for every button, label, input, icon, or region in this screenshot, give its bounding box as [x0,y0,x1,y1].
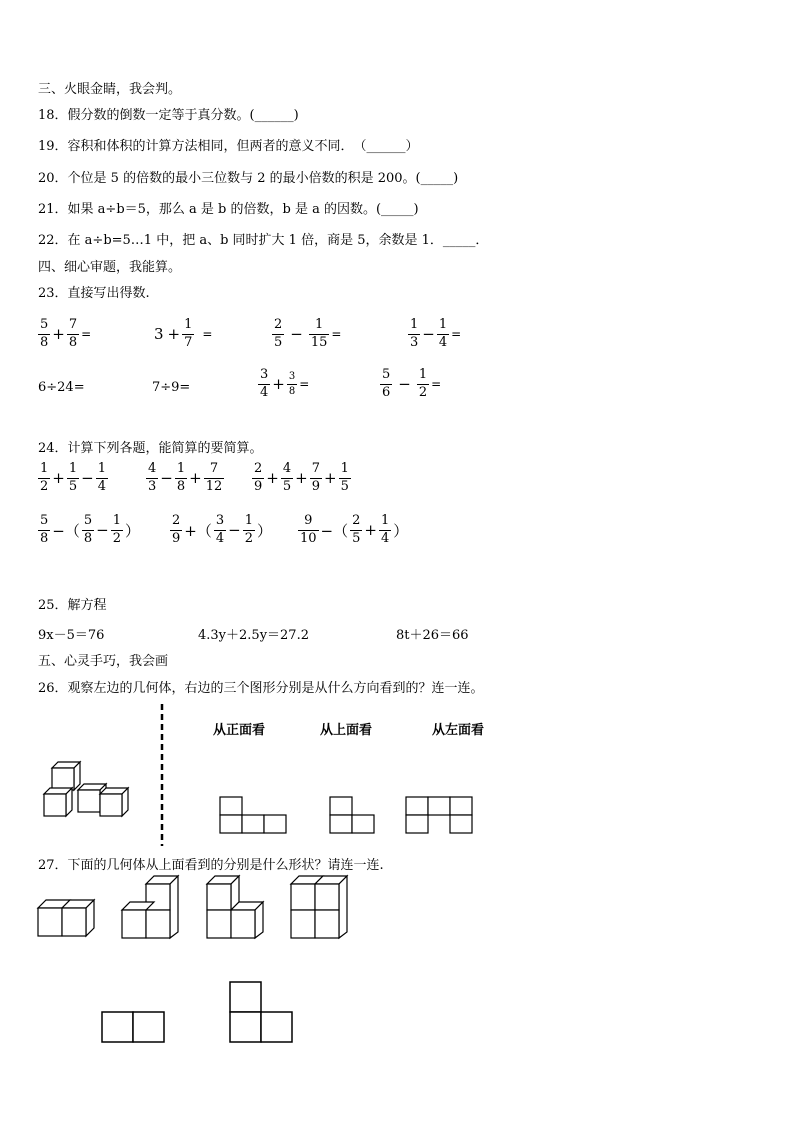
operator: + [364,521,377,540]
q27-top-view-1 [100,1010,168,1046]
view-label-left: 从左面看 [432,723,485,738]
operator: ） [393,521,409,540]
fraction: $\frac{1}{2}$ [40,461,49,494]
fraction: $\frac{7}{9}$ [311,461,320,494]
fraction: $\frac{1}{8}$ [176,461,186,494]
fraction: $\frac{1}{2}$ [244,513,253,546]
view-shape-2 [329,796,379,836]
question-25: 25．解方程 [38,598,107,613]
operator: − [96,521,109,540]
q23-expr-6: 7÷9= [152,380,191,395]
q27-top-view-2 [228,980,296,1046]
operator: + [52,469,65,488]
question-21: 21．如果 a÷b＝5，那么 a 是 b 的倍数，b 是 a 的因数。(_____) [38,202,419,217]
fraction: $\frac{2}{5}$ [352,513,361,546]
operator: − [160,469,173,488]
operator: −（ [52,521,80,540]
fraction: $\frac{2}{9}$ [172,513,181,546]
fraction: $\frac{7}{12}$ [205,461,223,494]
q23-expr-2: 3 + $\frac{1}{7}$ = [154,317,213,350]
q23-expr-7: $\frac{3}{4}$ + $\frac{3}{8}$ = [260,367,310,400]
equation-1: 9x－5＝76 [38,628,105,643]
operator: +（ [184,521,212,540]
fraction: $\frac{1}{2}$ [112,513,121,546]
equation-3: 8t＋26＝66 [396,628,469,643]
fraction: $\frac{4}{5}$ [282,461,292,494]
fraction: $\frac{1}{4}$ [97,461,106,494]
question-19: 19．容积和体积的计算方法相同，但两者的意义不同． （______） [38,139,419,154]
q24-expr-3 [252,462,351,495]
question-20: 20．个位是 5 的倍数的最小三位数与 2 的最小倍数的积是 200。(_____) [38,171,459,186]
section4-title: 四、细心审题，我能算。 [38,260,182,275]
operator: − [81,469,94,488]
view-shape-1 [219,796,289,836]
q24-expr-2 [146,462,224,495]
operator: + [295,469,308,488]
view-shape-3 [405,796,477,836]
question-27: 27．下面的几何体从上面看到的分别是什么形状？请连一连. [38,858,384,873]
operator: ） [257,521,273,540]
q27-solid-3 [205,876,271,940]
equation-2: 4.3y＋2.5y＝27.2 [198,628,309,643]
operator: + [266,469,279,488]
operator: + [324,469,337,488]
fraction: $\frac{5}{8}$ [83,513,93,546]
question-18: 18．假分数的倒数一定等于真分数。(______) [38,108,299,123]
operator: − [228,521,241,540]
fraction: $\frac{9}{10}$ [300,513,317,546]
operator: + [189,469,202,488]
fraction: $\frac{5}{8}$ [40,513,49,546]
q24-expr-4 [38,514,142,547]
q23-expr-8: $\frac{5}{6}$ − $\frac{1}{2}$ = [382,367,442,400]
operator: ） [125,521,141,540]
section3-title: 三、火眼金睛，我会判。 [38,82,182,97]
q23-expr-5: 6÷24= [38,380,85,395]
question-24: 24．计算下列各题，能简算的要简算。 [38,441,263,456]
q27-solid-2 [120,876,186,940]
operator: −（ [320,521,349,540]
section5-title: 五、心灵手巧，我会画 [38,654,169,669]
q26-solid-figure [40,760,140,820]
fraction: $\frac{3}{4}$ [215,513,225,546]
q23-expr-1: $\frac{5}{8}$ + $\frac{7}{8}$ = [40,317,92,350]
q23-expr-4: $\frac{1}{3}$ − $\frac{1}{4}$ = [410,317,462,350]
view-label-top: 从上面看 [320,723,373,738]
fraction: $\frac{4}{3}$ [148,461,157,494]
q24-expr-6 [298,514,410,547]
view-label-front: 从正面看 [213,723,266,738]
q27-solid-1 [36,892,102,938]
question-22: 22．在 a÷b=5…1 中，把 a、b 同时扩大 1 倍，商是 5，余数是 1．_____． [38,233,489,248]
q23-expr-3: $\frac{2}{5}$ − $\frac{1}{15}$ = [274,317,342,350]
fraction: $\frac{1}{4}$ [380,513,390,546]
fraction: $\frac{2}{9}$ [254,461,263,494]
question-23: 23．直接写出得数. [38,286,150,301]
q24-expr-5 [170,514,274,547]
fraction: $\frac{1}{5}$ [340,461,349,494]
question-26: 26．观察左边的几何体，右边的三个图形分别是从什么方向看到的？连一连。 [38,681,484,696]
fraction: $\frac{1}{5}$ [68,461,78,494]
q27-solid-4 [289,876,355,940]
q24-expr-1 [38,462,108,495]
dashed-divider [160,704,164,846]
